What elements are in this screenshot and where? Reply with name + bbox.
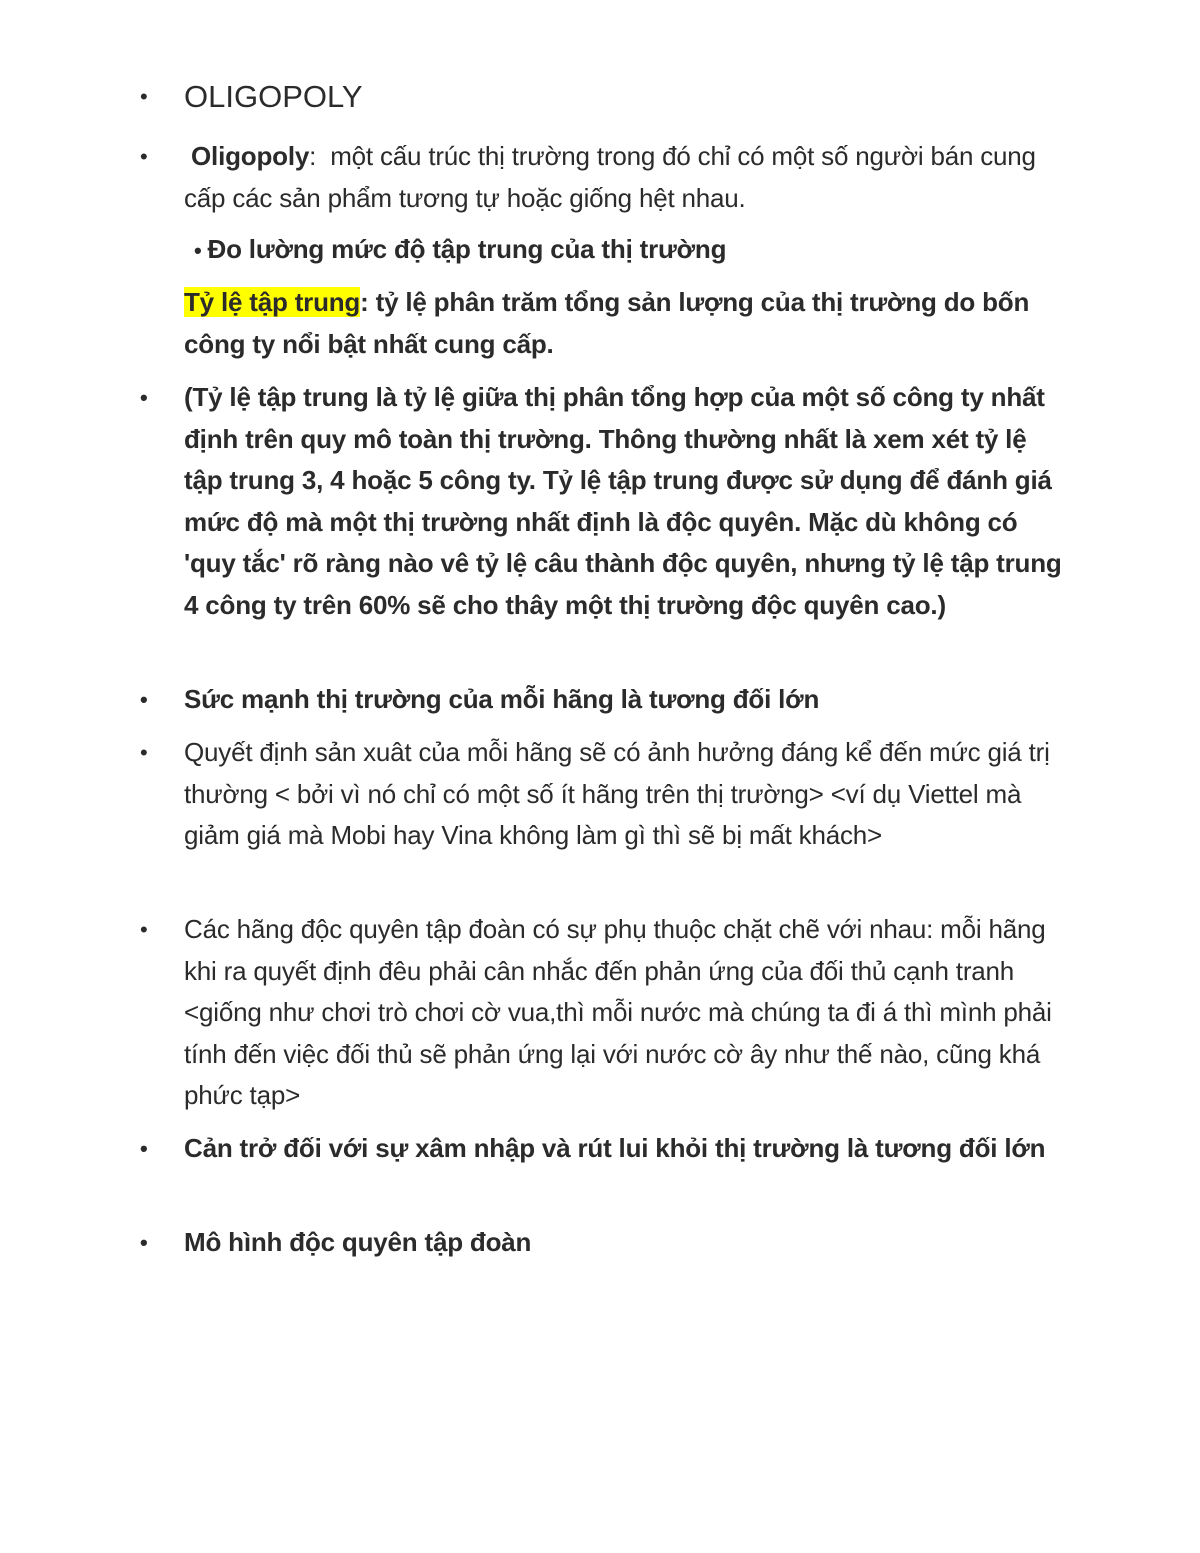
bullet: • <box>140 740 148 765</box>
interdependence-text: Các hãng độc quyên tập đoàn có sự phụ thuộc chặt chẽ với nhau: mỗi hãng khi ra quyết định đêu phải cân nhắc đến phản ứng của đối thủ cạnh tranh <giống như chơi trò chơi cờ vua,thì mỗi nước mà chúng ta đi á thì mình phải tính đến việc đối thủ sẽ phản ứng lại với nước cờ ây như thế nào, cũng khá phức tạp> <box>184 914 1052 1110</box>
bullet: • <box>140 917 148 942</box>
model-text: Mô hình độc quyên tập đoàn <box>184 1227 532 1257</box>
bullet: • <box>140 1136 148 1161</box>
concentration-term: Tỷ lệ tập trung <box>184 287 361 317</box>
bullet: • <box>140 1230 148 1255</box>
sub-heading-text: Đo lường mức độ tập trung của thị trường <box>207 234 727 264</box>
interdependence-item <box>140 909 1064 1117</box>
sub-bullet: • <box>194 238 202 263</box>
explanation-item <box>140 377 1064 626</box>
decision-text: Quyết định sản xuât của mỗi hãng sẽ có ảnh hưởng đáng kể đến mức giá trị thường < bởi vì nó chỉ có một số ít hãng trên thị trường> <ví dụ Viettel mà giảm giá mà Mobi hay Vina không làm gì thì sẽ bị mất khách> <box>184 737 1050 850</box>
decision-item <box>140 732 1064 857</box>
market-power-text: Sức mạnh thị trường của mỗi hãng là tương đối lớn <box>184 684 820 714</box>
explanation-text: (Tỷ lệ tập trung là tỷ lệ giữa thị phân tổng hợp của một số công ty nhất định trên quy mô toàn thị trường. Thông thường nhất là xem xét tỷ lệ tập trung 3, 4 hoặc 5 công ty. Tỷ lệ tập trung được sử dụng để đánh giá mức độ mà một thị trường nhất định là độc quyên. Mặc dù không có 'quy tắc' rõ ràng nào vê tỷ lệ câu thành độc quyên, nhưng tỷ lệ tập trung 4 công ty trên 60% sẽ cho thây một thị trường độc quyên cao.) <box>184 382 1062 620</box>
definition-separator: : <box>309 141 317 171</box>
definition-item <box>140 136 1064 219</box>
definition-text: một cấu trúc thị trường trong đó chỉ có một số người bán cung cấp các sản phẩm tương tự hoặc giống hệt nhau. <box>184 141 1043 213</box>
definition-term: Oligopoly <box>191 141 310 171</box>
bullet: • <box>140 144 148 169</box>
bullet: • <box>140 84 148 109</box>
bullet: • <box>140 687 148 712</box>
bullet: • <box>140 385 148 410</box>
concentration-item <box>184 282 1064 365</box>
barriers-text: Cản trở đối với sự xâm nhập và rút lui khỏi thị trường là tương đối lớn <box>184 1133 1046 1163</box>
barriers-item <box>140 1128 1064 1170</box>
model-item <box>140 1222 1064 1264</box>
document-title: OLIGOPOLY <box>184 79 363 114</box>
sub-heading <box>194 229 1074 272</box>
market-power-item <box>140 679 1064 721</box>
title-item <box>140 76 1064 120</box>
concentration-text: : tỷ lệ phân trăm tổng sản lượng của thị trường do bốn công ty nổi bật nhất cung cấp. <box>184 287 1030 359</box>
